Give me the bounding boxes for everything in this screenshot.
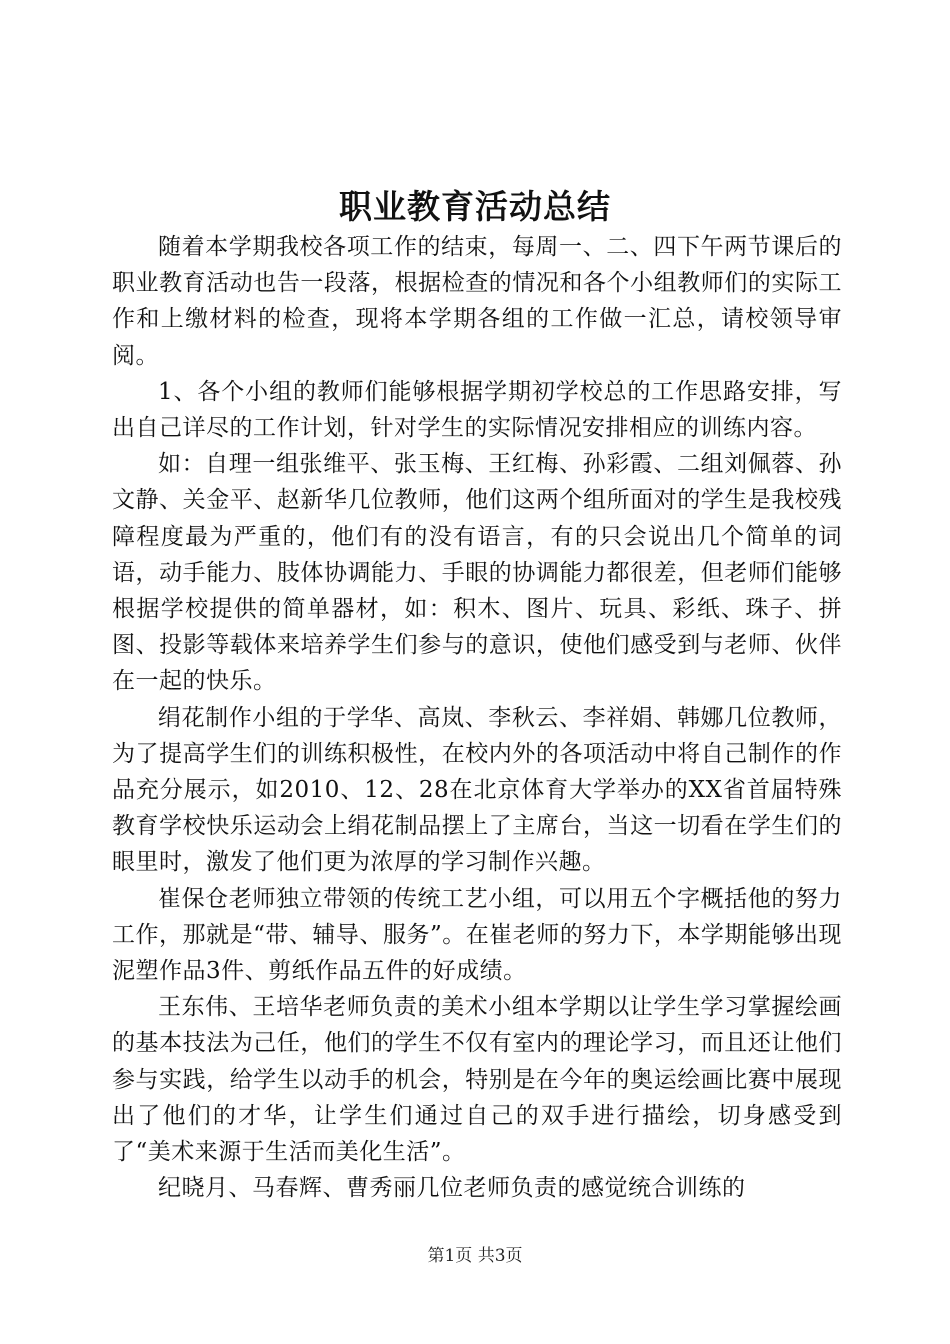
- document-body: [112, 229, 842, 1206]
- paragraph-intro: 随着本学期我校各项工作的结束，每周一、二、四下午两节课后的职业教育活动也告一段落，根据检查的情况和各个小组教师们的实际工作和上缴材料的检查，现将本学期各组的工作做一汇总，请校领导审阅。: [112, 234, 842, 369]
- paragraph-traditional-craft-group: 崔保仓老师独立带领的传统工艺小组，可以用五个字概括他的努力工作，那就是“带、辅导、服务”。在崔老师的努力下，本学期能够出现泥塑作品3件、剪纸作品五件的好成绩。: [112, 885, 842, 985]
- paragraph-silk-flower-group: 绢花制作小组的于学华、高岚、李秋云、李祥娟、韩娜几位教师，为了提高学生们的训练积极性，在校内外的各项活动中将自己制作的作品充分展示，如2010、12、28在北京体育大学举办的XX省首届特殊教育学校快乐运动会上绢花制品摆上了主席台，当这一切看在学生们的眼里时，激发了他们更为浓厚的学习制作兴趣。: [112, 704, 842, 876]
- paragraph-sensory-group: 纪晓月、马春辉、曹秀丽几位老师负责的感觉统合训练的: [158, 1175, 746, 1202]
- page-footer: 第1页 共3页: [427, 1246, 523, 1266]
- paragraph-item-1: 1、各个小组的教师们能够根据学期初学校总的工作思路安排，写出自己详尽的工作计划，针对学生的实际情况安排相应的训练内容。: [112, 378, 842, 442]
- document-title: 职业教育活动总结: [339, 187, 611, 226]
- paragraph-self-care-groups: 如：自理一组张维平、张玉梅、王红梅、孙彩霞、二组刘佩蓉、孙文静、关金平、赵新华几位教师，他们这两个组所面对的学生是我校残障程度最为严重的，他们有的没有语言，有的只会说出几个简单的词语，动手能力、肢体协调能力、手眼的协调能力都很差，但老师们能够根据学校提供的简单器材，如：积木、图片、玩具、彩纸、珠子、拼图、投影等载体来培养学生们参与的意识，使他们感受到与老师、伙伴在一起的快乐。: [112, 451, 842, 695]
- paragraph-art-group: 王东伟、王培华老师负责的美术小组本学期以让学生学习掌握绘画的基本技法为己任，他们的学生不仅有室内的理论学习，而且还让他们参与实践，给学生以动手的机会，特别是在今年的奥运绘画比赛中展现出了他们的才华，让学生们通过自己的双手进行描绘，切身感受到了“美术来源于生活而美化生活”。: [112, 994, 842, 1166]
